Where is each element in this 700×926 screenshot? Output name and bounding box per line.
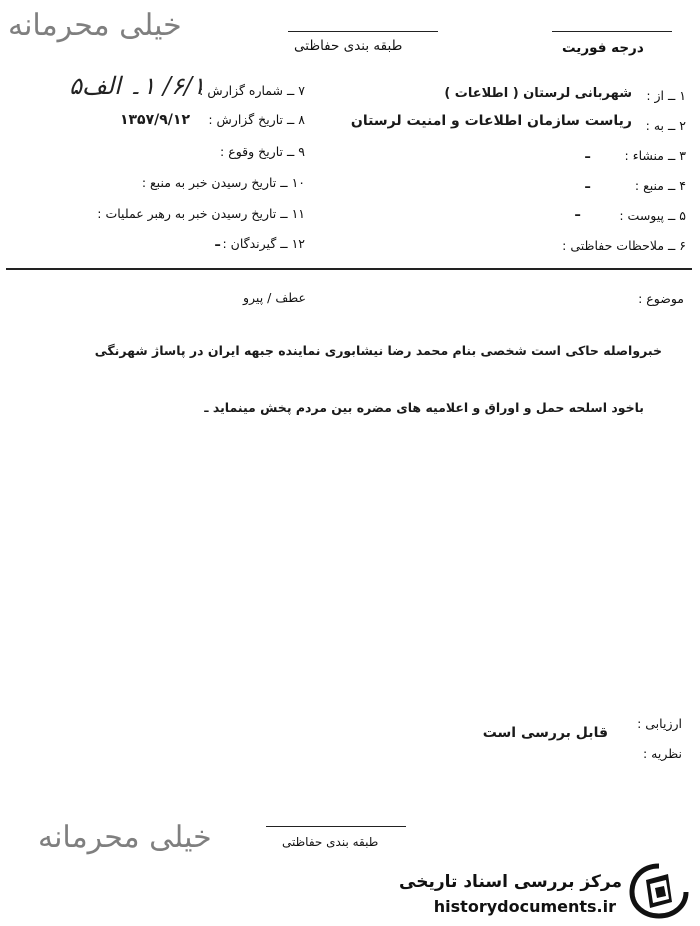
priority-label: درجه فوریت (562, 40, 644, 56)
field-9-label: ۹ ــ تاریخ وقوع : (220, 144, 305, 159)
field-4-label: ۴ ــ منبع : (634, 178, 686, 193)
origin-value: ـ (585, 146, 590, 162)
field-12-label: ۱۲ ــ گیرندگان : (222, 236, 305, 251)
field-3-label: ۳ ــ منشاء : (624, 148, 686, 163)
report-number-value: ۶/۱/ ۱۔ الف۵ (69, 72, 205, 100)
field-8-label: ۸ ــ تاریخ گزارش : (208, 112, 305, 127)
evaluation-label: ارزیابی : (637, 716, 682, 731)
field-11-label: ۱۱ ــ تاریخ رسیدن خبر به رهبر عملیات : (97, 206, 305, 221)
top-secret-stamp: خیلی محرمانه (8, 8, 182, 43)
source-value: ـ (585, 176, 590, 192)
footer-classification-label: طبقه بندی حفاظتی (282, 835, 379, 849)
body-line-1: خبرواصله حاکی است شخصی بنام محمد رضا نیشابوری نماینده جبهه ایران در پاساژ شهرنگی (94, 343, 662, 358)
header-separator (6, 268, 692, 270)
priority-rule (552, 31, 672, 32)
recipients-value: ـ (215, 234, 220, 250)
bottom-secret-stamp: خیلی محرمانه (38, 820, 212, 855)
field-5-label: ۵ ــ پیوست : (619, 208, 686, 223)
opinion-label: نظریه : (643, 746, 682, 761)
classification-rule (288, 31, 438, 32)
center-name: مرکز بررسی اسناد تاریخی (399, 872, 622, 892)
footer-classification-rule (266, 826, 406, 827)
classification-label: طبقه بندی حفاظتی (294, 38, 403, 54)
reference-label: عطف / پیرو (243, 290, 306, 305)
field-1-label: ۱ ــ از : (646, 88, 686, 103)
history-center-logo-icon (628, 862, 690, 920)
website-url: historydocuments.ir (433, 897, 616, 916)
report-date-value: ۱۳۵۷/۹/۱۲ (119, 112, 190, 128)
subject-label: موضوع : (638, 291, 684, 306)
to-value: ریاست سازمان اطلاعات و امنیت لرستان (350, 113, 632, 129)
field-10-label: ۱۰ ــ تاریخ رسیدن خبر به منبع : (141, 175, 305, 190)
field-6-label: ۶ ــ ملاحظات حفاظتی : (562, 238, 686, 253)
evaluation-value: قابل بررسی است (482, 725, 608, 741)
field-7-label: ۷ ــ شماره گزارش : (199, 83, 305, 98)
from-value: شهربانی لرستان ( اطلاعات ) (444, 86, 632, 101)
body-line-2: باخود اسلحه حمل و اوراق و اعلامیه های مضره بین مردم پخش مینماید ـ (204, 400, 644, 415)
field-2-label: ۲ ــ به : (645, 118, 686, 133)
attachment-value: ـ (575, 204, 580, 220)
